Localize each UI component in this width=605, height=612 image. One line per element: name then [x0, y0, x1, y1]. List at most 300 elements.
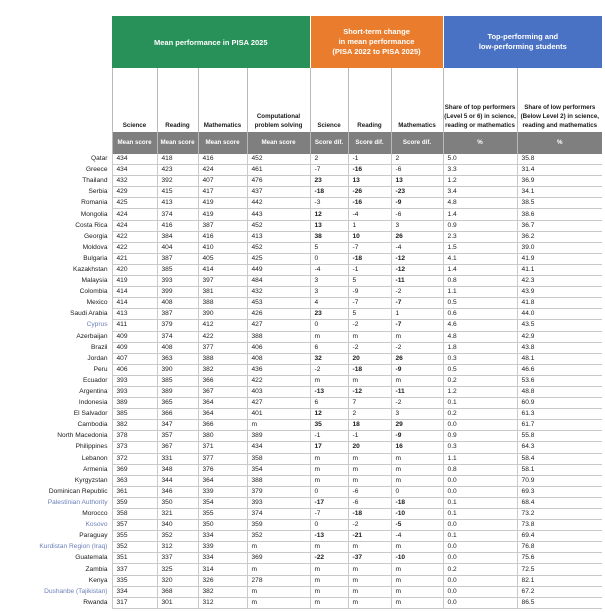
- value-cell: 0.2: [443, 409, 517, 420]
- value-cell: 58.4: [517, 453, 602, 464]
- table-row: [3, 375, 602, 386]
- value-cell: 429: [112, 187, 157, 198]
- country-name: Kyrgyzstan: [74, 476, 108, 484]
- value-cell: 389: [247, 431, 310, 442]
- value-cell: 434: [112, 165, 157, 176]
- table-row: [3, 198, 602, 209]
- value-cell: -13: [310, 531, 348, 542]
- value-cell: -7: [348, 242, 391, 253]
- value-cell: 0.8: [443, 464, 517, 475]
- column-header-mathematics: Mathematics: [198, 68, 247, 132]
- value-cell: 403: [247, 386, 310, 397]
- value-cell: 378: [112, 431, 157, 442]
- group-header-mean-performance: Mean performance in PISA 2025: [112, 16, 310, 68]
- value-cell: 392: [157, 176, 198, 187]
- value-cell: 76.8: [517, 542, 602, 553]
- value-cell: 0.0: [443, 475, 517, 486]
- value-cell: 414: [198, 264, 247, 275]
- value-cell: 449: [247, 264, 310, 275]
- value-cell: 340: [157, 520, 198, 531]
- value-cell: 41.9: [517, 253, 602, 264]
- value-cell: 452: [247, 242, 310, 253]
- value-cell: 0.0: [443, 597, 517, 608]
- value-cell: 321: [157, 509, 198, 520]
- value-cell: 36.9: [517, 176, 602, 187]
- value-cell: 424: [112, 220, 157, 231]
- subheader-unit: Mean score: [198, 132, 247, 154]
- value-cell: -6: [348, 497, 391, 508]
- table-body: [3, 154, 602, 608]
- value-cell: 29: [391, 420, 443, 431]
- value-cell: 422: [198, 331, 247, 342]
- value-cell: 387: [157, 253, 198, 264]
- value-cell: 4: [310, 298, 348, 309]
- country-name: Dominican Republic: [48, 487, 108, 495]
- value-cell: 423: [157, 165, 198, 176]
- table-row: [3, 276, 602, 287]
- value-cell: 355: [198, 509, 247, 520]
- value-cell: m: [348, 475, 391, 486]
- country-name[interactable]: Dushanbe (Tajikistan): [44, 587, 108, 595]
- value-cell: 0.0: [443, 575, 517, 586]
- value-cell: m: [310, 597, 348, 608]
- value-cell: 382: [112, 420, 157, 431]
- table-row: [3, 287, 602, 298]
- value-cell: 385: [157, 264, 198, 275]
- value-cell: 434: [247, 442, 310, 453]
- country-name: North Macedonia: [57, 432, 108, 440]
- value-cell: 4.8: [443, 198, 517, 209]
- value-cell: -4: [391, 531, 443, 542]
- value-cell: 2: [310, 154, 348, 165]
- country-name: Moldova: [82, 243, 108, 251]
- value-cell: -1: [348, 154, 391, 165]
- country-name: Guatemala: [75, 554, 108, 562]
- value-cell: -4: [391, 242, 443, 253]
- value-cell: 380: [198, 431, 247, 442]
- value-cell: -6: [391, 209, 443, 220]
- value-cell: 3: [310, 287, 348, 298]
- value-cell: 72.5: [517, 564, 602, 575]
- value-cell: 361: [112, 486, 157, 497]
- value-cell: 53.6: [517, 375, 602, 386]
- value-cell: 414: [112, 298, 157, 309]
- value-cell: 36.2: [517, 231, 602, 242]
- value-cell: -11: [391, 276, 443, 287]
- value-cell: -26: [348, 187, 391, 198]
- value-cell: 12: [310, 409, 348, 420]
- value-cell: 38.5: [517, 198, 602, 209]
- value-cell: 41.8: [517, 298, 602, 309]
- value-cell: 366: [198, 420, 247, 431]
- value-cell: 413: [157, 198, 198, 209]
- value-cell: 354: [198, 497, 247, 508]
- value-cell: 35.8: [517, 154, 602, 165]
- value-cell: 409: [112, 331, 157, 342]
- country-name: Morocco: [82, 510, 108, 518]
- value-cell: m: [348, 375, 391, 386]
- value-cell: 388: [198, 353, 247, 364]
- country-name: Armenia: [82, 465, 108, 473]
- value-cell: -9: [391, 198, 443, 209]
- value-cell: 4.6: [443, 320, 517, 331]
- value-cell: 407: [198, 176, 247, 187]
- value-cell: 331: [157, 453, 198, 464]
- value-cell: 1.4: [443, 264, 517, 275]
- value-cell: m: [391, 464, 443, 475]
- value-cell: 0.0: [443, 520, 517, 531]
- country-name: Ecuador: [82, 376, 108, 384]
- value-cell: 23: [310, 309, 348, 320]
- value-cell: 393: [112, 375, 157, 386]
- value-cell: 379: [247, 486, 310, 497]
- country-name[interactable]: Kurdistan Region (Iraq): [39, 543, 108, 551]
- country-name: Jordan: [87, 354, 108, 362]
- value-cell: 334: [112, 586, 157, 597]
- value-cell: -7: [310, 165, 348, 176]
- value-cell: 425: [247, 253, 310, 264]
- value-cell: 364: [198, 475, 247, 486]
- value-cell: -18: [348, 364, 391, 375]
- value-cell: 411: [112, 320, 157, 331]
- value-cell: 335: [112, 575, 157, 586]
- country-name: Thailand: [82, 177, 108, 185]
- value-cell: -7: [391, 320, 443, 331]
- value-cell: 415: [157, 187, 198, 198]
- value-cell: 382: [198, 586, 247, 597]
- table-row: [3, 553, 602, 564]
- value-cell: -6: [348, 486, 391, 497]
- value-cell: 0: [310, 320, 348, 331]
- table-row: [3, 520, 602, 531]
- value-cell: 358: [112, 509, 157, 520]
- value-cell: 13: [348, 176, 391, 187]
- value-cell: 1.1: [443, 453, 517, 464]
- value-cell: 12: [310, 209, 348, 220]
- table-row: [3, 231, 602, 242]
- value-cell: 34.1: [517, 187, 602, 198]
- table-row: [3, 331, 602, 342]
- value-cell: -9: [391, 364, 443, 375]
- table-row: [3, 420, 602, 431]
- table-row: [3, 597, 602, 608]
- value-cell: 366: [157, 409, 198, 420]
- country-name: Mexico: [86, 299, 108, 307]
- subheader-unit: Score dif.: [391, 132, 443, 154]
- value-cell: -10: [391, 553, 443, 564]
- table-row: [3, 431, 602, 442]
- country-name: Zambia: [85, 565, 108, 573]
- value-cell: 55.8: [517, 431, 602, 442]
- value-cell: 20: [348, 442, 391, 453]
- value-cell: -2: [310, 364, 348, 375]
- value-cell: m: [391, 375, 443, 386]
- value-cell: m: [310, 375, 348, 386]
- value-cell: 48.1: [517, 353, 602, 364]
- value-cell: 43.5: [517, 320, 602, 331]
- value-cell: 0: [310, 520, 348, 531]
- value-cell: 372: [112, 453, 157, 464]
- value-cell: 407: [112, 353, 157, 364]
- column-header-science: Science: [112, 68, 157, 132]
- table-row: [3, 342, 602, 353]
- value-cell: 416: [198, 154, 247, 165]
- table-row: [3, 542, 602, 553]
- value-cell: 390: [198, 309, 247, 320]
- table-row: [3, 386, 602, 397]
- value-cell: 0.2: [443, 564, 517, 575]
- value-cell: 13: [391, 176, 443, 187]
- country-name[interactable]: Palestinian Authority: [47, 498, 108, 506]
- value-cell: m: [310, 564, 348, 575]
- value-cell: 424: [112, 209, 157, 220]
- value-cell: 436: [247, 364, 310, 375]
- value-cell: 6: [310, 398, 348, 409]
- column-header-reading: Reading: [157, 68, 198, 132]
- value-cell: 314: [198, 564, 247, 575]
- value-cell: -5: [391, 520, 443, 531]
- country-name: El Salvador: [73, 410, 108, 418]
- table-row: [3, 220, 602, 231]
- value-cell: m: [348, 597, 391, 608]
- value-cell: -12: [348, 386, 391, 397]
- value-cell: 421: [112, 253, 157, 264]
- value-cell: -7: [310, 509, 348, 520]
- value-cell: 44.0: [517, 309, 602, 320]
- value-cell: 390: [157, 364, 198, 375]
- value-cell: 0.1: [443, 398, 517, 409]
- value-cell: 424: [198, 165, 247, 176]
- value-cell: -2: [348, 520, 391, 531]
- value-cell: -18: [348, 253, 391, 264]
- value-cell: 334: [198, 531, 247, 542]
- value-cell: 414: [112, 287, 157, 298]
- value-cell: 374: [157, 331, 198, 342]
- value-cell: 60.9: [517, 398, 602, 409]
- value-cell: 401: [247, 409, 310, 420]
- table-row: [3, 398, 602, 409]
- value-cell: 0.5: [443, 364, 517, 375]
- value-cell: 419: [198, 209, 247, 220]
- country-name: Rwanda: [83, 598, 108, 606]
- table-row: [3, 475, 602, 486]
- country-name: Kazakhstan: [73, 265, 108, 273]
- value-cell: 388: [247, 331, 310, 342]
- value-cell: -6: [391, 165, 443, 176]
- value-cell: 31.4: [517, 165, 602, 176]
- table-row: [3, 253, 602, 264]
- value-cell: 388: [247, 475, 310, 486]
- value-cell: 1.2: [443, 386, 517, 397]
- value-cell: 16: [391, 442, 443, 453]
- value-cell: 368: [157, 586, 198, 597]
- value-cell: m: [391, 475, 443, 486]
- value-cell: 417: [198, 187, 247, 198]
- value-cell: 0.3: [443, 442, 517, 453]
- value-cell: m: [391, 597, 443, 608]
- value-cell: 4.8: [443, 331, 517, 342]
- value-cell: 379: [157, 320, 198, 331]
- table-row: [3, 165, 602, 176]
- value-cell: 325: [157, 564, 198, 575]
- value-cell: 408: [157, 342, 198, 353]
- value-cell: 405: [198, 253, 247, 264]
- country-name: Georgia: [84, 232, 108, 240]
- value-cell: 61.3: [517, 409, 602, 420]
- value-cell: 393: [247, 497, 310, 508]
- value-cell: 2: [391, 154, 443, 165]
- country-name[interactable]: Cyprus: [86, 321, 108, 329]
- subheader-unit: Score dif.: [310, 132, 348, 154]
- value-cell: 389: [157, 386, 198, 397]
- value-cell: 419: [198, 198, 247, 209]
- value-cell: 452: [247, 154, 310, 165]
- table-row: [3, 464, 602, 475]
- value-cell: 344: [157, 475, 198, 486]
- table-row: [3, 353, 602, 364]
- value-cell: m: [348, 464, 391, 475]
- value-cell: 366: [198, 375, 247, 386]
- value-cell: 408: [247, 353, 310, 364]
- table-row: [3, 442, 602, 453]
- value-cell: 363: [157, 353, 198, 364]
- value-cell: 0.0: [443, 542, 517, 553]
- value-cell: 367: [157, 442, 198, 453]
- subheader-unit: %: [443, 132, 517, 154]
- value-cell: 0.9: [443, 220, 517, 231]
- value-cell: 427: [247, 320, 310, 331]
- value-cell: 434: [112, 154, 157, 165]
- value-cell: 3: [310, 276, 348, 287]
- value-cell: 350: [198, 520, 247, 531]
- value-cell: -17: [310, 497, 348, 508]
- table-row: [3, 531, 602, 542]
- country-name: Greece: [85, 166, 108, 174]
- value-cell: m: [391, 542, 443, 553]
- value-cell: -12: [391, 264, 443, 275]
- value-cell: 10: [348, 231, 391, 242]
- value-cell: -7: [348, 298, 391, 309]
- value-cell: 317: [112, 597, 157, 608]
- value-cell: 0.0: [443, 486, 517, 497]
- value-cell: -4: [348, 209, 391, 220]
- value-cell: 3.3: [443, 165, 517, 176]
- value-cell: 337: [112, 564, 157, 575]
- country-name: Brazil: [91, 343, 108, 351]
- value-cell: 358: [247, 453, 310, 464]
- value-cell: 352: [112, 542, 157, 553]
- group-header-top-low-performers: Top-performing and low-performing students: [443, 16, 602, 68]
- value-cell: 20: [348, 353, 391, 364]
- value-cell: m: [391, 453, 443, 464]
- value-cell: 42.3: [517, 276, 602, 287]
- value-cell: 1.8: [443, 342, 517, 353]
- value-cell: -23: [391, 187, 443, 198]
- value-cell: 36.7: [517, 220, 602, 231]
- value-cell: 381: [198, 287, 247, 298]
- value-cell: -1: [310, 431, 348, 442]
- value-cell: 388: [198, 298, 247, 309]
- country-name: Cambodia: [77, 421, 108, 429]
- value-cell: 357: [157, 431, 198, 442]
- table-row: [3, 298, 602, 309]
- value-cell: 387: [198, 220, 247, 231]
- value-cell: -21: [348, 531, 391, 542]
- value-cell: 422: [247, 375, 310, 386]
- value-cell: 427: [247, 398, 310, 409]
- value-cell: 1: [348, 220, 391, 231]
- value-cell: 399: [157, 287, 198, 298]
- value-cell: 432: [247, 287, 310, 298]
- country-name: Philippines: [75, 443, 108, 451]
- column-header-change-mathematics: Mathematics: [391, 68, 443, 132]
- value-cell: -7: [391, 298, 443, 309]
- value-cell: 69.3: [517, 486, 602, 497]
- value-cell: 0.1: [443, 531, 517, 542]
- value-cell: 1.2: [443, 176, 517, 187]
- value-cell: 420: [112, 264, 157, 275]
- value-cell: 0.0: [443, 553, 517, 564]
- table-row: [3, 242, 602, 253]
- table-row: [3, 364, 602, 375]
- value-cell: 410: [198, 242, 247, 253]
- value-cell: 43.9: [517, 287, 602, 298]
- value-cell: 4.1: [443, 253, 517, 264]
- value-cell: 385: [157, 375, 198, 386]
- value-cell: -13: [310, 386, 348, 397]
- value-cell: 73.8: [517, 520, 602, 531]
- value-cell: 408: [157, 298, 198, 309]
- value-cell: 3: [391, 220, 443, 231]
- value-cell: 416: [198, 231, 247, 242]
- table-row: [3, 509, 602, 520]
- value-cell: 42.9: [517, 331, 602, 342]
- value-cell: m: [348, 542, 391, 553]
- value-cell: 413: [112, 309, 157, 320]
- value-cell: 26: [391, 231, 443, 242]
- subheader-unit: Mean score: [112, 132, 157, 154]
- value-cell: 17: [310, 442, 348, 453]
- country-name: Bulgaria: [83, 254, 108, 262]
- value-cell: 346: [157, 486, 198, 497]
- subheader-unit: Score dif.: [348, 132, 391, 154]
- column-header-computational-problem-solving: Computational problem solving: [247, 68, 310, 132]
- country-name: Indonesia: [78, 399, 108, 407]
- value-cell: 363: [112, 475, 157, 486]
- column-header-change-science: Science: [310, 68, 348, 132]
- value-cell: 35: [310, 420, 348, 431]
- value-cell: 41.1: [517, 264, 602, 275]
- table-row: [3, 453, 602, 464]
- country-name[interactable]: Kosovo: [85, 521, 108, 529]
- country-name: Paraguay: [79, 532, 108, 540]
- value-cell: 0.9: [443, 431, 517, 442]
- value-cell: 0: [310, 486, 348, 497]
- value-cell: 393: [112, 386, 157, 397]
- table-row: [3, 154, 602, 165]
- value-cell: -16: [348, 198, 391, 209]
- pisa-results-table: [3, 16, 602, 609]
- value-cell: 0.8: [443, 276, 517, 287]
- value-cell: m: [310, 586, 348, 597]
- table-row: [3, 497, 602, 508]
- value-cell: 397: [198, 276, 247, 287]
- subheader-unit: %: [517, 132, 602, 154]
- value-cell: 326: [198, 575, 247, 586]
- value-cell: m: [310, 575, 348, 586]
- value-cell: 3: [391, 409, 443, 420]
- value-cell: 5: [310, 242, 348, 253]
